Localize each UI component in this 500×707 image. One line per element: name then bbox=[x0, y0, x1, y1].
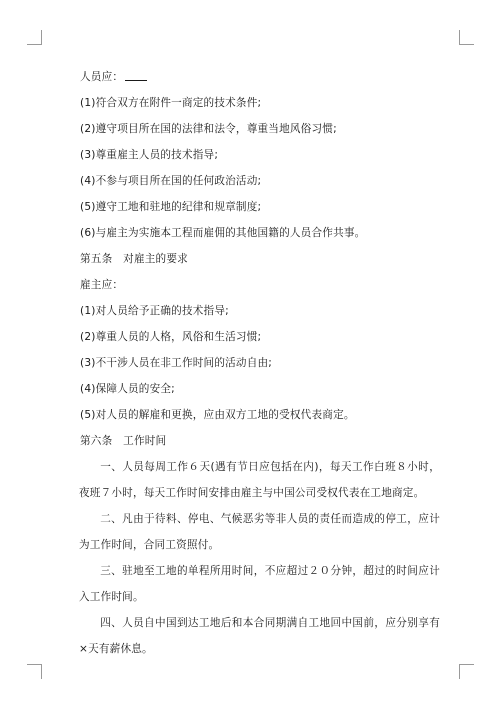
paragraph: 一、人员每周工作６天(遇有节日应包括在内)，每天工作白班８小时，夜班７小时，每天工作时间安排由雇主与中国公司受权代表在工地商定。 bbox=[79, 461, 440, 499]
list-item: (1)符合双方在附件一商定的技术条件; bbox=[80, 97, 262, 109]
list-item: (6)与雇主为实施本工程而雇佣的其他国籍的人员合作共事。 bbox=[80, 227, 366, 239]
crop-mark-bottom-right bbox=[459, 664, 474, 679]
blank-underline bbox=[125, 69, 147, 81]
intro-text: 人员应： bbox=[80, 71, 124, 83]
article-5-heading: 第五条 对雇主的要求 bbox=[80, 253, 188, 265]
article-6-heading: 第六条 工作时间 bbox=[80, 435, 167, 447]
list-item: (3)不干涉人员在非工作时间的活动自由; bbox=[80, 357, 273, 369]
crop-mark-top-right bbox=[459, 30, 474, 45]
paragraph: 三、驻地至工地的单程所用时间，不应超过２０分钟，超过的时间应计入工作时间。 bbox=[79, 565, 440, 603]
list-item: (2)遵守项目所在国的法律和法令，尊重当地风俗习惯; bbox=[80, 123, 337, 135]
list-item: (4)保障人员的安全; bbox=[80, 383, 175, 395]
paragraph: 四、人员自中国到达工地后和本合同期满自工地回中国前，应分别享有×天有薪休息。 bbox=[79, 617, 440, 655]
list-item: (2)尊重人员的人格，风俗和生活习惯; bbox=[80, 331, 262, 343]
list-item: (5)对人员的解雇和更换，应由双方工地的受权代表商定。 bbox=[80, 409, 355, 421]
list-item: (5)遵守工地和驻地的纪律和规章制度; bbox=[80, 201, 262, 213]
employer-obligations-intro: 雇主应： bbox=[80, 279, 124, 291]
list-item: (1)对人员给予正确的技术指导; bbox=[80, 305, 229, 317]
list-item: (3)尊重雇主人员的技术指导; bbox=[80, 149, 219, 161]
crop-mark-top-left bbox=[27, 30, 42, 45]
list-item: (4)不参与项目所在国的任何政治活动; bbox=[80, 175, 262, 187]
paragraph: 二、凡由于待料、停电、气候恶劣等非人员的责任而造成的停工，应计为工作时间，合同工资照付。 bbox=[79, 513, 440, 551]
document-body bbox=[80, 64, 440, 662]
crop-mark-bottom-left bbox=[27, 664, 42, 679]
personnel-obligations-intro bbox=[80, 64, 440, 90]
